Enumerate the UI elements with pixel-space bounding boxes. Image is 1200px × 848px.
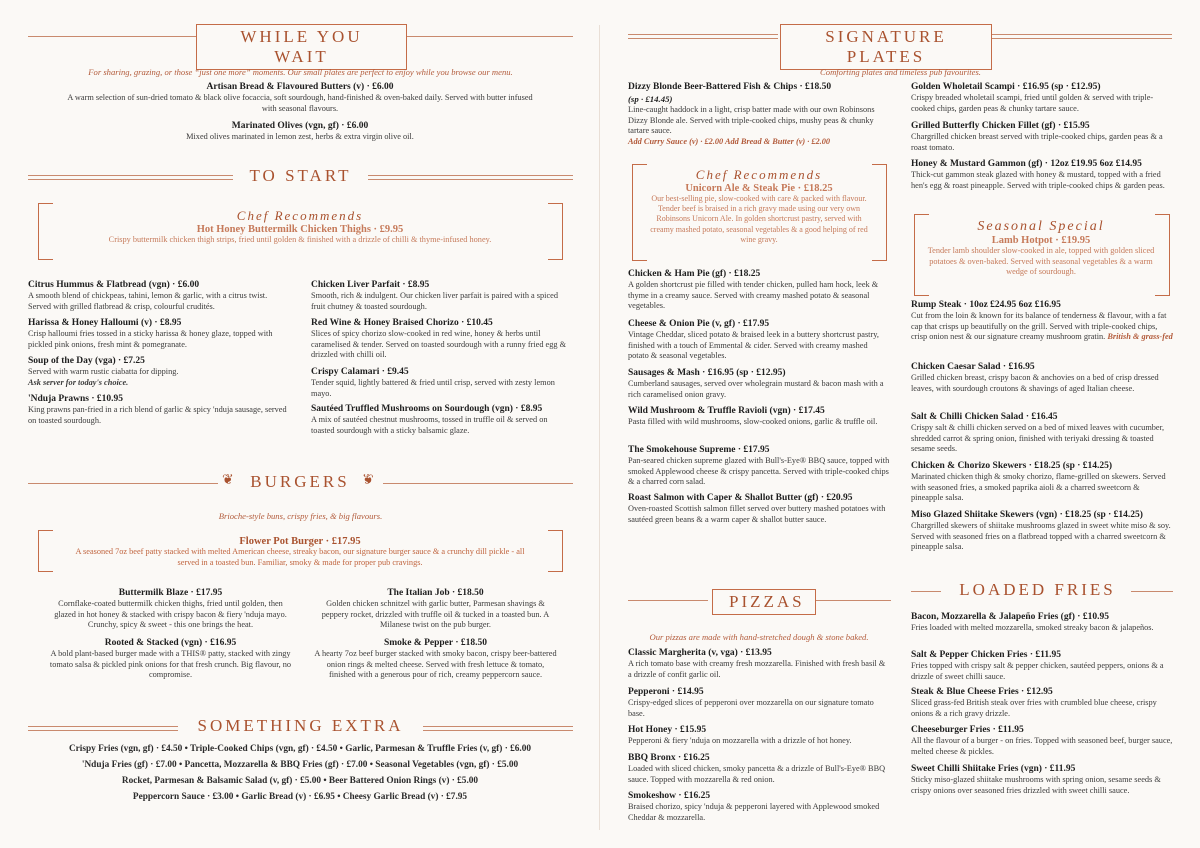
menu-item: Salt & Chilli Chicken Salad · £16.45 Crispy salt & chilli chicken served on a bed of mixed leaves with cucumber, shredded carrot & spring onion, finished with teriyaki dressing & toasted sesame seeds. [911,412,1165,454]
menu-item: Sweet Chilli Shiitake Fries (vgn) · £11.95 Sticky miso-glazed shiitake mushrooms with spring onion, sesame seeds & crispy onions over seasoned fries drizzled with sweet chilli sauce. [911,764,1161,795]
extras-list [20,741,580,805]
menu-item: Hot Honey · £15.95 Pepperoni & fiery 'nduja on mozzarella with a drizzle of hot honey. [628,725,852,745]
seasonal-item-name: Lamb Hotpot · £19.95 [991,235,1091,246]
menu-item: Crispy Calamari · £9.45 Tender squid, lightly battered & fried until crisp, served with zesty lemon mayo. [311,367,555,398]
divider-line [405,36,573,37]
menu-item: Sautéed Truffled Mushrooms on Sourdough (vgn) · £8.95 A mix of sautéed chestnut mushrooms, tossed in truffle oil & served on toasted sourdough with a sticky balsamic glaze. [311,404,548,435]
divider-line [383,483,573,484]
menu-item: Rooted & Stacked (vgn) · £16.95 A bold plant-based burger made with a THIS® patty, stacked with zingy tomato salsa & pickled pink onions for that fresh crunch. Big flavour, no compromise. [49,638,292,680]
seasonal-special-title: Seasonal Special [977,219,1105,234]
bracket-right [872,164,887,261]
menu-item: Wild Mushroom & Truffle Ravioli (vgn) · £17.45 Pasta filled with wild mushrooms, slow-cooked onions, garlic & truffle oil. [628,406,878,426]
divider-line [28,483,218,484]
divider-line [28,726,178,731]
section-title-signature-plates: SIGNATURE PLATES [780,24,992,70]
chef-item-name: Unicorn Ale & Steak Pie · £18.25 [685,183,833,194]
menu-item: Pepperoni · £14.95 Crispy-edged slices of pepperoni over mozzarella on our signature tomato base. [628,687,874,718]
menu-item: The Smokehouse Supreme · £17.95 Pan-seared chicken supreme glazed with Bull's-Eye® BBQ sauce, topped with smoked Applewood cheese & crispy pancetta. Served with triple-cooked chips & a charred corn salad. [628,445,890,487]
extras-line: Peppercorn Sauce · £3.00 • Garlic Bread (v) · £6.95 • Cheesy Garlic Bread (v) · £7.95 [132,792,468,802]
menu-item: Buttermilk Blaze · £17.95 Cornflake-coated buttermilk chicken thighs, fried until golden, then glazed in hot honey & stacked with crispy bacon & fiery 'nduja mayo. Crunchy, spicy & sweet - this one brings the heat. [54,588,287,630]
menu-item: Miso Glazed Shiitake Skewers (vgn) · £18.25 (sp · £14.25) Chargrilled skewers of shiitake mushrooms glazed in sweet white miso & soy. Served with seasoned fries on a flatbread topped with a charred sweetcorn & pineapple salsa. [911,510,1171,552]
section-title-loaded-fries: LOADED FRIES [959,580,1116,599]
bracket-right [1155,214,1170,296]
chef-recommends-box [60,208,540,246]
menu-item: Grilled Butterfly Chicken Fillet (gf) · £15.95 Chargrilled chicken breast served with triple-cooked chips, garden peas & a roast tomato. [911,121,1163,152]
menu-item: Bacon, Mozzarella & Jalapeño Fries (gf) · £10.95 Fries loaded with melted mozzarella, smoked streaky bacon & jalapeños. [911,612,1154,632]
divider-line [815,600,891,601]
bracket-right [548,530,563,572]
menu-item: Honey & Mustard Gammon (gf) · 12oz £19.95 6oz £14.95 Thick-cut gammon steak glazed with honey & mustard, topped with a fried hen's egg & roast pineapple. Served with triple-cooked chips & garden peas. [911,159,1165,190]
menu-item: Steak & Blue Cheese Fries · £12.95 Sliced grass-fed British steak over fries with crumbled blue cheese, crispy onions & a rich gravy drizzle. [911,687,1157,718]
chef-item-desc: Crispy buttermilk chicken thigh strips, fried until golden & finished with a drizzle of chilli & thyme-infused honey. [108,235,492,244]
page-divider [599,25,600,830]
menu-item: Chicken & Ham Pie (gf) · £18.25 A golden shortcrust pie filled with tender chicken, pulled ham hock, leek & thyme in a creamy sauce. Served with creamy mashed potato & seasonal vegetables. [628,269,879,311]
menu-item: Classic Margherita (v, vga) · £13.95 A rich tomato base with creamy fresh mozzarella. Finished with fresh basil & a drizzle of confit garlic oil. [628,648,886,679]
menu-item: Chicken Caesar Salad · £16.95 Grilled chicken breast, crispy bacon & anchovies on a bed of crisp dressed leaves, with sourdough croutons & shavings of aged Italian cheese. [911,362,1159,393]
menu-item: Rump Steak · 10oz £24.95 6oz £16.95 Cut from the loin & known for its balance of tenderness & flavour, with a fat cap that crisps up beautifully on the grill. Served with triple-cooked chips, crisp onion nest & our signature creamy mushroom gratin. British & grass-fed [911,300,1173,342]
bracket-right [548,203,563,260]
menu-item: Cheese & Onion Pie (v, gf) · £17.95 Vintage Cheddar, sliced potato & braised leek in a buttery shortcrust pastry, finished with a touch of Emmental & cider. Served with creamy mashed potato & seasonal vegetables. [628,319,879,361]
menu-item: Harissa & Honey Halloumi (v) · £8.95 Crisp halloumi fries tossed in a sticky harissa & honey glaze, topped with pickled pink onions, fresh mint & pomegranate. [28,318,273,349]
menu-item: Sausages & Mash · £16.95 (sp · £12.95) Cumberland sausages, served over wholegrain mustard & bacon mash with a rich caramelised onion gravy. [628,368,884,399]
menu-item: Smoke & Pepper · £18.50 A hearty 7oz beef burger stacked with smoky bacon, crispy beer-battered onion rings & melted cheese. Served with fresh lettuce & tomato, finished with a generous pour of rich, creamy peppercorn sauce. [314,638,557,680]
chef-item-name: Hot Honey Buttermilk Chicken Thighs · £9.95 [196,224,404,235]
section-intro: Our pizzas are made with hand-stretched dough & stone baked. [649,632,869,642]
divider-line [1131,591,1173,592]
menu-item: Chicken Liver Parfait · £8.95 Smooth, rich & indulgent. Our chicken liver parfait is paired with a spiced fruit chutney & toasted sourdough. [311,280,558,311]
section-title-something-extra: SOMETHING EXTRA [197,716,404,735]
menu-item: Soup of the Day (vga) · £7.25 Served with warm rustic ciabatta for dipping. Ask server for today's choice. [28,356,179,387]
seasonal-item-desc: Tender lamb shoulder slow-cooked in ale, topped with golden sliced potatoes & oven-baked. Served with seasonal vegetables & a warm wedge of sourdough. [927,246,1155,276]
chef-recommends-title: Chef Recommends [236,208,364,223]
section-title-to-start: TO START [249,166,352,185]
bracket-left [38,203,53,260]
divider-line [28,36,196,37]
section-intro: Comforting plates and timeless pub favourites. [820,67,981,77]
menu-item: Artisan Bread & Flavoured Butters (v) · £6.00 A warm selection of sun-dried tomato & black olive focaccia, soft sourdough, hand-finished & oven-baked daily. Served with butter infused with seasonal flavours. [67,82,533,113]
divider-line [628,34,778,39]
section-intro: Brioche-style buns, crispy fries, & big flavours. [218,511,383,521]
menu-item: Red Wine & Honey Braised Chorizo · £10.45 Slices of spicy chorizo slow-cooked in red wine, honey & herbs until caramelised & tender. Served on toasted sourdough with a runny fried egg & drizzled with chilli oil. [311,318,567,360]
flourish-icon: ❦ [222,472,234,488]
divider-line [423,726,573,731]
menu-item: Cheeseburger Fries · £11.95 All the flavour of a burger - on fries. Topped with seasoned beef, burger sauce, melted cheese & pickles. [911,725,1173,756]
extras-line: Rocket, Parmesan & Balsamic Salad (v, gf) · £5.00 • Beer Battered Onion Rings (v) · £5.00 [121,776,479,786]
bracket-left [38,530,53,572]
divider-line [368,175,573,180]
divider-line [628,600,708,601]
seasonal-special-box [926,219,1156,278]
menu-item: The Italian Job · £18.50 Golden chicken schnitzel with garlic butter, Parmesan shavings & peppery rocket, drizzled with truffle oil & tucked in a toasted bun. A Milanese twist on the pub burger. [321,588,550,630]
menu-item: Golden Wholetail Scampi · £16.95 (sp · £12.95) Crispy breaded wholetail scampi, fried until golden & served with triple-cooked chips, garden peas & chunky tartare sauce. [911,82,1154,113]
flourish-icon: ❦ [362,472,374,488]
menu-item: Marinated Olives (vgn, gf) · £6.00 Mixed olives marinated in lemon zest, herbs & extra virgin olive oil. [186,121,414,141]
menu-item: Roast Salmon with Caper & Shallot Butter (gf) · £20.95 Oven-roasted Scottish salmon fillet served over buttery mashed potatoes with sautéed green beans & a warm caper & shallot butter sauce. [628,493,886,524]
extras-line: Crispy Fries (vgn, gf) · £4.50 • Triple-Cooked Chips (vgn, gf) · £4.50 • Garlic, Parmesan & Truffle Fries (v, gf) · £6.00 [68,744,532,754]
section-title-burgers: BURGERS [250,472,350,491]
divider-line [911,591,941,592]
menu-item: 'Nduja Prawns · £10.95 King prawns pan-fried in a rich blend of garlic & spicy 'nduja sausage, served on toasted sourdough. [28,394,287,425]
divider-line [992,34,1172,39]
divider-line [28,175,233,180]
featured-name: Flower Pot Burger · £17.95 [239,536,361,547]
chef-item-desc: Our best-selling pie, slow-cooked with care & packed with flavour. Tender beef is braised in a rich gravy made using our very own Robinsons Unicorn Ale. In golden shortcrust pastry, served with creamy mashed potato, seasonal vegetables & a good helping of red wine gravy. [650,194,868,244]
section-title-pizzas: PIZZAS [712,589,816,615]
menu-item: Smokeshow · £16.25 Braised chorizo, spicy 'nduja & pepperoni layered with Applewood smoked Cheddar & mozzarella. [628,791,880,822]
section-intro: For sharing, grazing, or those “just one more” moments. Our small plates are perfect to enjoy while you browse our menu. [88,67,513,77]
menu-item: Salt & Pepper Chicken Fries · £11.95 Fries topped with crispy salt & pepper chicken, sautéed peppers, onions & a drizzle of sweet chilli sauce. [911,650,1164,681]
menu-item: Chicken & Chorizo Skewers · £18.25 (sp · £14.25) Marinated chicken thigh & smoky chorizo, flame-grilled on skewers. Served with seasoned fries, a smoked paprika aioli & a charred sweetcorn & pineapple salsa. [911,461,1166,503]
chef-recommends-title: Chef Recommends [695,167,823,182]
extras-line: 'Nduja Fries (gf) · £7.00 • Pancetta, Mozzarella & BBQ Fries (gf) · £7.00 • Seasonal Vegetables (vgn, gf) · £5.00 [81,760,519,770]
menu-item: BBQ Bronx · £16.25 Loaded with sliced chicken, smoky pancetta & a drizzle of Bull's-Eye® BBQ sauce. Topped with mozzarella & red onion. [628,753,886,784]
section-title-while-you-wait: WHILE YOU WAIT [196,24,407,70]
menu-item: Citrus Hummus & Flatbread (vgn) · £6.00 A smooth blend of chickpeas, tahini, lemon & garlic, with a citrus twist. Served with grilled flatbread & crisp, colourful crudités. [28,280,268,311]
featured-burger [70,536,530,568]
menu-item: Dizzy Blonde Beer-Battered Fish & Chips · £18.50 (sp · £14.45) Line-caught haddock in a light, crisp batter made with our own Robinsons Dizzy Blonde ale. Served with triple-cooked chips, mushy peas & chunky tartare sauce. Add Curry Sauce (v) · £2.00 Add Bread & Butter (v) · £2.00 [628,82,875,146]
chef-recommends-box [645,167,873,245]
featured-desc: A seasoned 7oz beef patty stacked with melted American cheese, streaky bacon, our signature burger sauce & a crunchy dill pickle - all served in a toasted bun. Familiar, smoky & made for proper pub cravings. [75,547,525,567]
